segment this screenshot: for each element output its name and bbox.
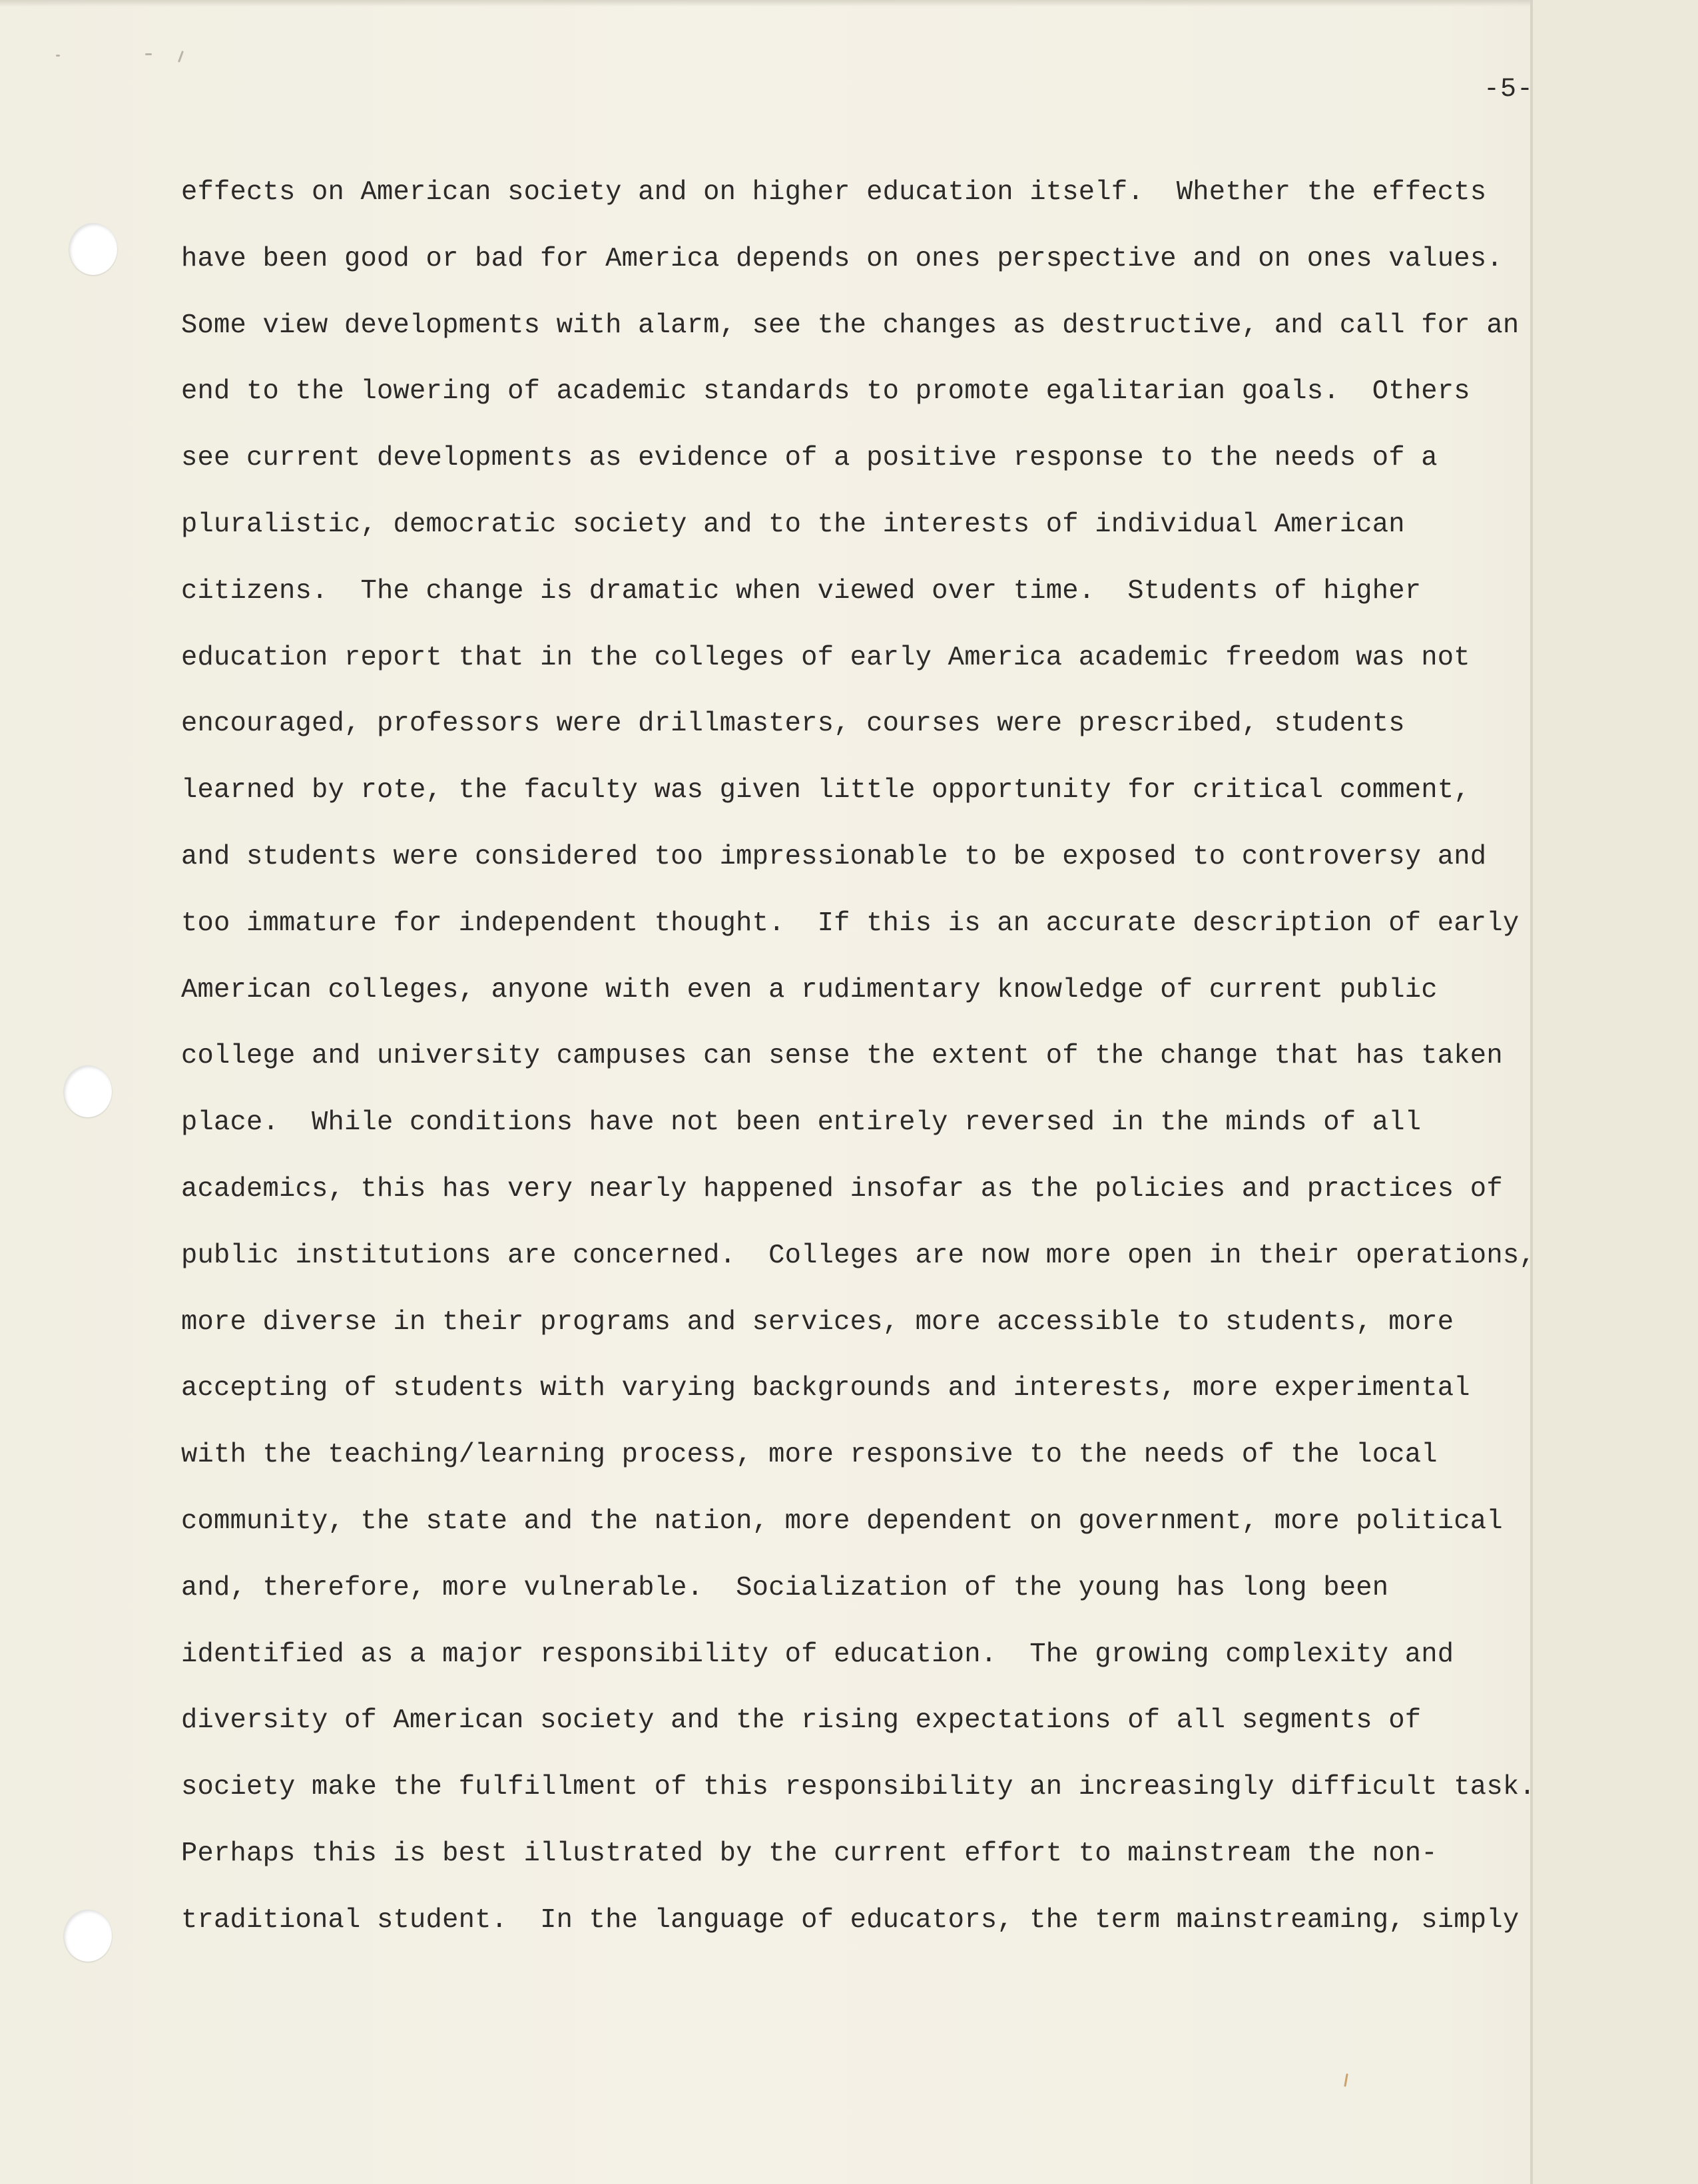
paper-speck <box>178 51 184 63</box>
paper-speck <box>145 53 152 55</box>
text-line: more diverse in their programs and services, more accessible to students, more <box>181 1306 1454 1338</box>
right-margin-strip <box>1533 0 1698 2184</box>
text-line: diversity of American society and the rising expectations of all segments of <box>181 1705 1422 1737</box>
punch-hole-top <box>69 223 117 275</box>
page-number: -5- <box>1484 75 1534 105</box>
text-line: encouraged, professors were drillmasters, courses were prescribed, students <box>181 708 1405 740</box>
text-line: society make the fulfillment of this responsibility an increasingly difficult task. <box>181 1772 1536 1803</box>
text-line: accepting of students with varying backgrounds and interests, more experimental <box>181 1373 1470 1404</box>
text-line: end to the lowering of academic standards to promote egalitarian goals. Others <box>181 376 1470 408</box>
paper-speck <box>1344 2073 1348 2087</box>
text-line: learned by rote, the faculty was given little opportunity for critical comment, <box>181 775 1470 806</box>
text-line: see current developments as evidence of a positive response to the needs of a <box>181 443 1438 474</box>
text-line: community, the state and the nation, more dependent on government, more political <box>181 1505 1503 1537</box>
punch-hole-middle <box>64 1065 112 1117</box>
text-line: pluralistic, democratic society and to the interests of individual American <box>181 509 1405 540</box>
punch-hole-bottom <box>64 1910 112 1962</box>
paper-speck <box>56 55 60 57</box>
text-line: and, therefore, more vulnerable. Socialization of the young has long been <box>181 1572 1389 1603</box>
text-line: have been good or bad for America depends on ones perspective and on ones values. <box>181 243 1503 274</box>
text-line: citizens. The change is dramatic when viewed over time. Students of higher <box>181 575 1422 607</box>
text-line: traditional student. In the language of educators, the term mainstreaming, simply <box>181 1904 1520 1936</box>
text-line: too immature for independent thought. If this is an accurate description of early <box>181 908 1520 939</box>
text-line: education report that in the colleges of early America academic freedom was not <box>181 642 1470 673</box>
text-line: and students were considered too impressionable to be exposed to controversy and <box>181 841 1487 872</box>
text-line: identified as a major responsibility of education. The growing complexity and <box>181 1639 1454 1670</box>
body-text <box>181 172 1546 1966</box>
text-line: academics, this has very nearly happened insofar as the policies and practices of <box>181 1173 1503 1205</box>
text-line: public institutions are concerned. Colleges are now more open in their operations, <box>181 1240 1536 1271</box>
text-line: Some view developments with alarm, see the changes as destructive, and call for an <box>181 310 1520 341</box>
text-line: Perhaps this is best illustrated by the current effort to mainstream the non- <box>181 1838 1438 1869</box>
top-edge-shadow <box>0 0 1698 7</box>
text-line: American colleges, anyone with even a rudimentary knowledge of current public <box>181 974 1438 1005</box>
text-line: with the teaching/learning process, more responsive to the needs of the local <box>181 1440 1438 1471</box>
text-line: place. While conditions have not been entirely reversed in the minds of all <box>181 1107 1422 1139</box>
text-line: effects on American society and on higher education itself. Whether the effects <box>181 177 1487 208</box>
text-line: college and university campuses can sense the extent of the change that has taken <box>181 1041 1503 1072</box>
